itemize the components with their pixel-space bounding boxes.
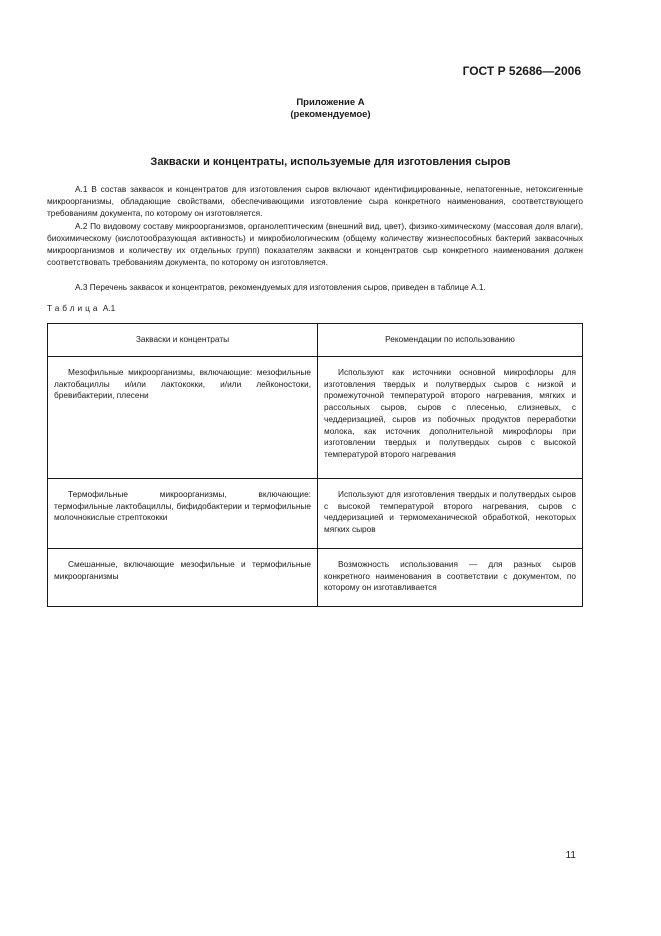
cell-text: Используют для изготовления твердых и полутвердых сыров с высокой температурой второго нагревания, сыров с чеддеризацией и термомеханической обработкой, некоторых мягких сыров	[324, 489, 576, 535]
table-cell	[48, 479, 318, 549]
annex-subtitle: (рекомендуемое)	[290, 109, 371, 120]
cell-text: Мезофильные микроорганизмы, включающие: мезофильные лактобациллы и/или лактококки, и/или лейконостоки, бревибактерии, плесени	[54, 367, 311, 401]
paragraph-text: А.1 В состав заквасок и концентратов для изготовления сыров включают идентифицированные, непатогенные, нетоксигенные микроорганизмы, обладающие свойствами, обеспечивающими изготовление сыра конкретного наименования, соответствующего требованиям документа, по которому он изготовляется.	[47, 184, 583, 218]
cell-text: Используют как источники основной микрофлоры для изготовления твердых и полутвердых сыров с низкой и промежуточной температурой второго нагревания, мягких и рассольных сыров, сыров с плесенью, слизневых, с чеддеризацией, сыров из побочных продуктов переработки молока, как источник дополнительной микрофлоры при изготовлении твердых и полутвердых сыров с высокой температурой второго нагревания	[324, 367, 576, 459]
page-number: 11	[565, 850, 576, 861]
document-code: ГОСТ Р 52686—2006	[462, 64, 581, 78]
table-caption	[47, 303, 115, 313]
table-cell	[48, 357, 318, 479]
cell-text: Смешанные, включающие мезофильные и термофильные микроорганизмы	[54, 558, 311, 581]
table-cell	[318, 548, 583, 606]
table-row	[48, 548, 583, 606]
table-caption-number: А.1	[102, 303, 116, 313]
table-cell	[318, 357, 583, 479]
table-row	[48, 479, 583, 549]
paragraph-a3	[47, 282, 583, 294]
table-row	[48, 357, 583, 479]
table-cell	[318, 479, 583, 549]
section-title: Закваски и концентраты, используемые для изготовления сыров	[150, 156, 511, 168]
paragraph-text: А.2 По видовому составу микроорганизмов, органолептическим (внешний вид, цвет), физико-химическому (массовая доля влаги), биохимическому (кислотообразующая активность) и микробиологическим (общему количеству жизнеспособных бактерий заквасочных микроорганизмов и количеству их отдельных групп) показателям закваски и концентратов сыр конкретного наименования должен соответствовать требованиям документа, по которому он изготовляется.	[47, 221, 583, 267]
paragraph-text: А.3 Перечень заквасок и концентратов, рекомендуемых для изготовления сыров, приведен в таблице А.1.	[75, 282, 486, 292]
column-header-recommendations: Рекомендации по использованию	[318, 324, 583, 357]
paragraph-a1	[47, 184, 583, 220]
table-header-row	[48, 324, 583, 357]
table-cell	[48, 548, 318, 606]
cultures-table	[47, 323, 583, 607]
cell-text: Возможность использования — для разных сыров конкретного наименования в соответствии с документом, по которому он изготавливается	[324, 558, 576, 593]
table-caption-word: Таблица	[47, 303, 101, 313]
annex-title: Приложение А	[296, 97, 365, 108]
paragraph-a2	[47, 221, 583, 269]
column-header-cultures: Закваски и концентраты	[48, 324, 318, 357]
cell-text: Термофильные микроорганизмы, включающие: термофильные лактобациллы, бифидобактерии и термофильные молочнокислые стрептококки	[54, 489, 311, 523]
